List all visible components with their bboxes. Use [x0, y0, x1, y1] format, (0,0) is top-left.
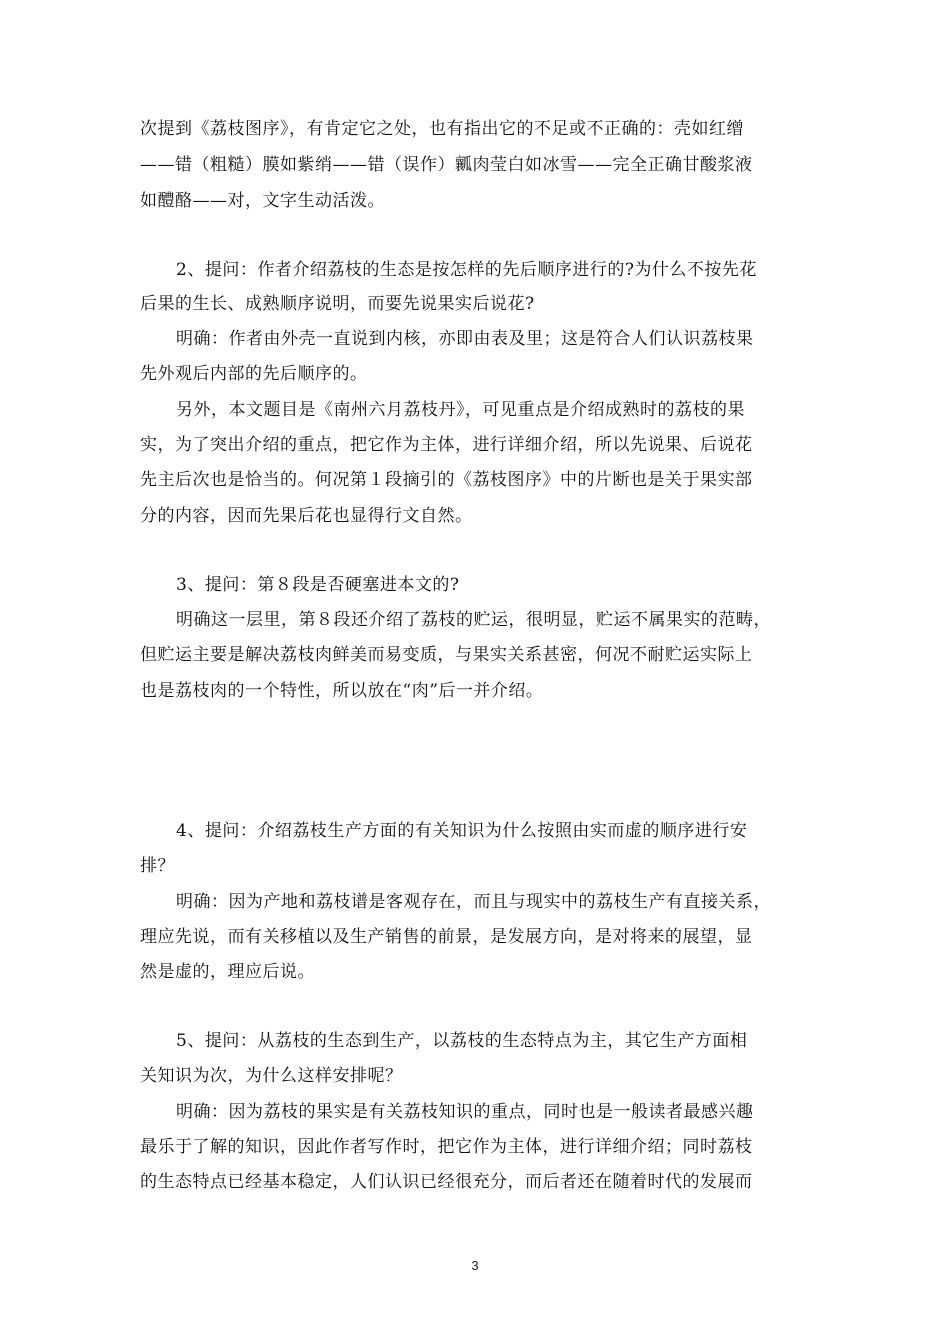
page-number: 3	[471, 1258, 479, 1273]
question-3-line: 3、提问：第８段是否硬塞进本文的?	[176, 575, 460, 595]
answer-line: 明确这一层里，第８段还介绍了荔枝的贮运，很明显，贮运不属果实的范畴，	[176, 610, 771, 630]
question-2-line: 2、提问：作者介绍荔枝的生态是按怎样的先后顺序进行的?为什么不按先花	[176, 260, 757, 280]
text-line: 理应先说，而有关移植以及生产销售的前景，是发展方向，是对将来的展望，显	[140, 927, 753, 947]
text-line: 的生态特点已经基本稳定，人们认识已经很充分，而后者还在随着时代的发展而	[140, 1172, 753, 1192]
answer-line: 明确：因为产地和荔枝谱是客观存在，而且与现实中的荔枝生产有直接关系，	[176, 892, 771, 912]
text-line: 排？	[140, 856, 175, 876]
question-5-line: 5、提问：从荔枝的生态到生产，以荔枝的生态特点为主，其它生产方面相	[176, 1031, 748, 1051]
answer-line: 明确：作者由外壳一直说到内核，亦即由表及里；这是符合人们认识荔枝果	[176, 329, 754, 349]
text-line: ——错（粗糙）膜如紫绡——错（误作）瓤肉莹白如冰雪——完全正确甘酸浆液	[140, 155, 753, 175]
text-line: 最乐于了解的知识，因此作者写作时，把它作为主体，进行详细介绍；同时荔枝	[140, 1137, 753, 1157]
text-line: 但贮运主要是解决荔枝肉鲜美而易变质，与果实关系甚密，何况不耐贮运实际上	[140, 645, 753, 665]
question-4-line: 4、提问：介绍荔枝生产方面的有关知识为什么按照由实而虚的顺序进行安	[176, 821, 748, 841]
text-line: 另外，本文题目是《南州六月荔枝丹》，可见重点是介绍成熟时的荔枝的果	[176, 400, 745, 420]
text-line: 如醴酪——对，文字生动活泼。	[140, 191, 385, 211]
answer-line: 明确：因为荔枝的果实是有关荔枝知识的重点，同时也是一般读者最感兴趣	[176, 1102, 754, 1122]
text-line: 先主后次也是恰当的。何况第１段摘引的《荔枝图序》中的片断也是关于果实部	[140, 470, 753, 490]
text-line: 也是荔枝肉的一个特性，所以放在“肉”后一并介绍。	[140, 681, 544, 701]
text-line: 次提到《荔枝图序》，有肯定它之处，也有指出它的不足或不正确的：壳如红缯	[140, 119, 744, 139]
text-line: 后果的生长、成熟顺序说明，而要先说果实后说花?	[140, 294, 535, 314]
text-line: 关知识为次，为什么这样安排呢？	[140, 1066, 403, 1086]
text-line: 然是虚的，理应后说。	[140, 962, 315, 982]
text-line: 分的内容，因而先果后花也显得行文自然。	[140, 506, 473, 526]
text-line: 先外观后内部的先后顺序的。	[140, 364, 368, 384]
text-line: 实，为了突出介绍的重点，把它作为主体，进行详细介绍，所以先说果、后说花	[140, 435, 753, 455]
